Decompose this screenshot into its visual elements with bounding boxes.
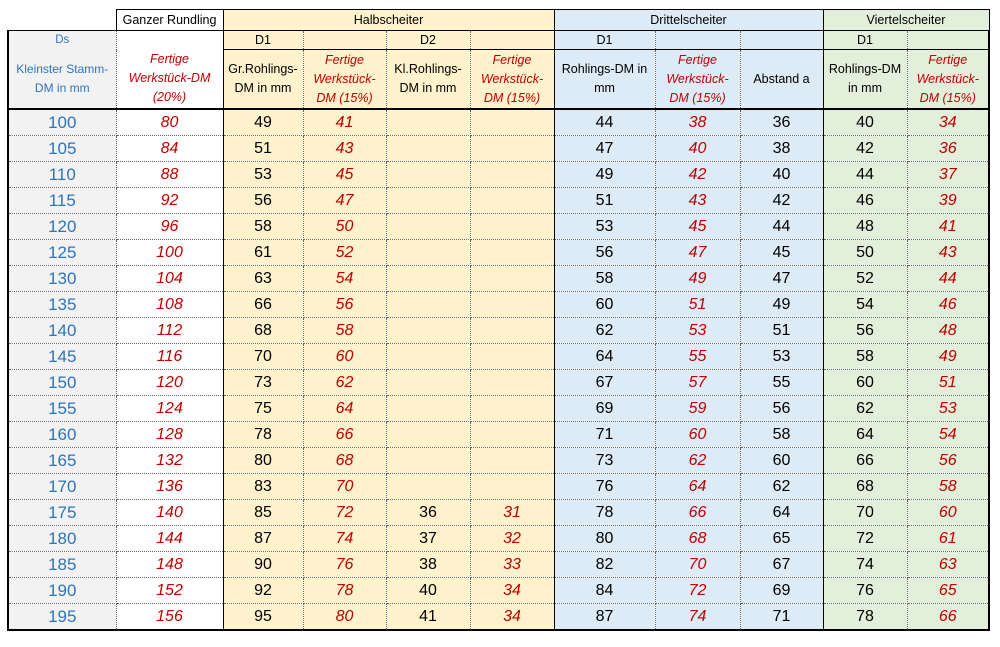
cell-drittel-abstand: 36 xyxy=(740,109,823,136)
cell-drittel-abstand: 49 xyxy=(740,292,823,318)
cell-halb-kl-fertig xyxy=(470,318,554,344)
viertel-d1-label: D1 xyxy=(823,31,907,50)
cell-drittel-roh: 44 xyxy=(554,109,655,136)
cell-viertel-roh: 60 xyxy=(823,370,907,396)
cell-halb-gr-fertig: 68 xyxy=(303,448,386,474)
cell-viertel-roh: 62 xyxy=(823,396,907,422)
cell-drittel-roh: 78 xyxy=(554,500,655,526)
cell-drittel-roh: 67 xyxy=(554,370,655,396)
table-row xyxy=(8,162,989,188)
ds-header: Ds xyxy=(8,31,116,50)
cell-halb-gr-fertig: 62 xyxy=(303,370,386,396)
table-row xyxy=(8,578,989,604)
cell-viertel-roh: 74 xyxy=(823,552,907,578)
cell-halb-gr-fertig: 52 xyxy=(303,240,386,266)
cell-drittel-fertig: 72 xyxy=(655,578,740,604)
cell-viertel-roh: 78 xyxy=(823,604,907,631)
drittel-roh-label: Rohlings-DM in mm xyxy=(554,50,655,110)
cell-halb-gr: 73 xyxy=(223,370,303,396)
group-ganzer-rundling: Ganzer Rundling xyxy=(116,10,223,31)
cell-halb-kl xyxy=(386,109,470,136)
cell-ds: 175 xyxy=(8,500,116,526)
cell-ganzer-fertig: 112 xyxy=(116,318,223,344)
table-row xyxy=(8,318,989,344)
cell-ds: 190 xyxy=(8,578,116,604)
halb-kl-label: Kl.Rohlings-DM in mm xyxy=(386,50,470,110)
cell-halb-gr-fertig: 56 xyxy=(303,292,386,318)
cell-ganzer-fertig: 116 xyxy=(116,344,223,370)
cell-halb-kl xyxy=(386,370,470,396)
cell-halb-gr: 51 xyxy=(223,136,303,162)
saw-table xyxy=(7,9,990,631)
table-row xyxy=(8,552,989,578)
cell-halb-kl: 41 xyxy=(386,604,470,631)
cell-ds: 100 xyxy=(8,109,116,136)
cell-drittel-fertig: 47 xyxy=(655,240,740,266)
cell-viertel-fertig: 44 xyxy=(907,266,989,292)
cell-halb-gr: 63 xyxy=(223,266,303,292)
cell-drittel-abstand: 53 xyxy=(740,344,823,370)
cell-ganzer-fertig: 80 xyxy=(116,109,223,136)
cell-viertel-fertig: 34 xyxy=(907,109,989,136)
cell-drittel-abstand: 51 xyxy=(740,318,823,344)
cell-viertel-fertig: 48 xyxy=(907,318,989,344)
cell-drittel-fertig: 64 xyxy=(655,474,740,500)
cell-halb-gr: 90 xyxy=(223,552,303,578)
cell-halb-gr: 49 xyxy=(223,109,303,136)
cell-halb-kl xyxy=(386,240,470,266)
cell-halb-kl: 38 xyxy=(386,552,470,578)
cell-halb-gr-fertig: 50 xyxy=(303,214,386,240)
cell-drittel-fertig: 51 xyxy=(655,292,740,318)
cell-halb-kl xyxy=(386,162,470,188)
cell-ds: 105 xyxy=(8,136,116,162)
drittel-sub-empty-2 xyxy=(740,31,823,50)
viertel-roh-label: Rohlings-DM in mm xyxy=(823,50,907,110)
cell-drittel-fertig: 53 xyxy=(655,318,740,344)
cell-viertel-fertig: 63 xyxy=(907,552,989,578)
halb-d2-label: D2 xyxy=(386,31,470,50)
cell-viertel-roh: 46 xyxy=(823,188,907,214)
cell-halb-kl-fertig xyxy=(470,344,554,370)
cell-drittel-fertig: 70 xyxy=(655,552,740,578)
cell-halb-kl xyxy=(386,344,470,370)
cell-viertel-roh: 44 xyxy=(823,162,907,188)
cell-drittel-fertig: 55 xyxy=(655,344,740,370)
cell-drittel-fertig: 42 xyxy=(655,162,740,188)
cell-ganzer-fertig: 128 xyxy=(116,422,223,448)
cell-halb-kl xyxy=(386,422,470,448)
halb-gr-fertig-label: Fertige Werkstück-DM (15%) xyxy=(303,50,386,110)
cell-drittel-abstand: 38 xyxy=(740,136,823,162)
table-row xyxy=(8,604,989,631)
cell-halb-gr-fertig: 41 xyxy=(303,109,386,136)
cell-drittel-roh: 69 xyxy=(554,396,655,422)
cell-halb-gr-fertig: 45 xyxy=(303,162,386,188)
cell-viertel-roh: 72 xyxy=(823,526,907,552)
cell-halb-gr-fertig: 58 xyxy=(303,318,386,344)
cell-halb-kl: 40 xyxy=(386,578,470,604)
table-row xyxy=(8,448,989,474)
cell-drittel-fertig: 62 xyxy=(655,448,740,474)
cell-viertel-roh: 52 xyxy=(823,266,907,292)
cell-halb-kl xyxy=(386,292,470,318)
cell-halb-gr: 66 xyxy=(223,292,303,318)
cell-drittel-abstand: 65 xyxy=(740,526,823,552)
halb-gr-label: Gr.Rohlings-DM in mm xyxy=(223,50,303,110)
table-row xyxy=(8,474,989,500)
cell-halb-kl-fertig xyxy=(470,292,554,318)
cell-viertel-fertig: 37 xyxy=(907,162,989,188)
cell-halb-kl xyxy=(386,318,470,344)
cell-halb-kl-fertig: 31 xyxy=(470,500,554,526)
cell-ganzer-fertig: 140 xyxy=(116,500,223,526)
ganzer-sub-empty xyxy=(116,31,223,50)
cell-ds: 170 xyxy=(8,474,116,500)
cell-viertel-roh: 68 xyxy=(823,474,907,500)
cell-ganzer-fertig: 88 xyxy=(116,162,223,188)
cell-halb-kl xyxy=(386,448,470,474)
table-row xyxy=(8,266,989,292)
cell-ganzer-fertig: 84 xyxy=(116,136,223,162)
table-row xyxy=(8,214,989,240)
cell-ds: 125 xyxy=(8,240,116,266)
cell-halb-gr: 80 xyxy=(223,448,303,474)
cell-drittel-fertig: 60 xyxy=(655,422,740,448)
cell-halb-kl-fertig: 33 xyxy=(470,552,554,578)
cell-halb-gr: 85 xyxy=(223,500,303,526)
cell-halb-kl xyxy=(386,188,470,214)
cell-drittel-fertig: 59 xyxy=(655,396,740,422)
cell-ds: 120 xyxy=(8,214,116,240)
ds-label: Kleinster Stamm-DM in mm xyxy=(8,50,116,110)
cell-drittel-abstand: 47 xyxy=(740,266,823,292)
drittel-abstand-label: Abstand a xyxy=(740,50,823,110)
halb-d1-empty xyxy=(303,31,386,50)
cell-halb-kl xyxy=(386,396,470,422)
table-row xyxy=(8,292,989,318)
cell-ds: 160 xyxy=(8,422,116,448)
cell-drittel-abstand: 58 xyxy=(740,422,823,448)
cell-drittel-roh: 58 xyxy=(554,266,655,292)
table-row xyxy=(8,136,989,162)
cell-drittel-abstand: 44 xyxy=(740,214,823,240)
cell-viertel-roh: 66 xyxy=(823,448,907,474)
cell-drittel-roh: 64 xyxy=(554,344,655,370)
halb-d2-empty xyxy=(470,31,554,50)
cell-halb-kl: 37 xyxy=(386,526,470,552)
cell-halb-gr-fertig: 70 xyxy=(303,474,386,500)
cell-viertel-fertig: 54 xyxy=(907,422,989,448)
cell-halb-gr-fertig: 74 xyxy=(303,526,386,552)
cell-halb-kl: 36 xyxy=(386,500,470,526)
cell-halb-kl xyxy=(386,214,470,240)
cell-halb-gr-fertig: 80 xyxy=(303,604,386,631)
cell-viertel-fertig: 49 xyxy=(907,344,989,370)
cell-ds: 150 xyxy=(8,370,116,396)
cell-halb-gr-fertig: 64 xyxy=(303,396,386,422)
cell-ganzer-fertig: 148 xyxy=(116,552,223,578)
cell-ds: 155 xyxy=(8,396,116,422)
cell-halb-gr: 87 xyxy=(223,526,303,552)
table-row xyxy=(8,422,989,448)
cell-viertel-roh: 54 xyxy=(823,292,907,318)
cell-ganzer-fertig: 96 xyxy=(116,214,223,240)
cell-viertel-fertig: 53 xyxy=(907,396,989,422)
cell-viertel-fertig: 65 xyxy=(907,578,989,604)
cell-drittel-abstand: 67 xyxy=(740,552,823,578)
cell-ganzer-fertig: 144 xyxy=(116,526,223,552)
cell-ds: 180 xyxy=(8,526,116,552)
cell-drittel-roh: 80 xyxy=(554,526,655,552)
cell-halb-kl-fertig xyxy=(470,188,554,214)
cell-halb-gr: 78 xyxy=(223,422,303,448)
cell-viertel-fertig: 56 xyxy=(907,448,989,474)
cell-viertel-roh: 40 xyxy=(823,109,907,136)
cell-drittel-fertig: 38 xyxy=(655,109,740,136)
cell-drittel-roh: 49 xyxy=(554,162,655,188)
cell-viertel-fertig: 36 xyxy=(907,136,989,162)
cell-drittel-roh: 47 xyxy=(554,136,655,162)
cell-drittel-fertig: 57 xyxy=(655,370,740,396)
cell-ds: 140 xyxy=(8,318,116,344)
cell-drittel-abstand: 56 xyxy=(740,396,823,422)
cell-ganzer-fertig: 152 xyxy=(116,578,223,604)
cell-halb-gr: 70 xyxy=(223,344,303,370)
cell-ganzer-fertig: 136 xyxy=(116,474,223,500)
group-halbscheiter: Halbscheiter xyxy=(223,10,554,31)
cell-halb-gr-fertig: 66 xyxy=(303,422,386,448)
cell-ds: 185 xyxy=(8,552,116,578)
viertel-fertig-label: Fertige Werkstück-DM (15%) xyxy=(907,50,989,110)
cell-ganzer-fertig: 108 xyxy=(116,292,223,318)
table-body xyxy=(8,109,989,630)
cell-halb-gr-fertig: 60 xyxy=(303,344,386,370)
cell-ganzer-fertig: 104 xyxy=(116,266,223,292)
halb-kl-fertig-label: Fertige Werkstück-DM (15%) xyxy=(470,50,554,110)
cell-drittel-roh: 62 xyxy=(554,318,655,344)
cell-drittel-abstand: 55 xyxy=(740,370,823,396)
cell-halb-gr-fertig: 47 xyxy=(303,188,386,214)
cell-halb-kl-fertig xyxy=(470,109,554,136)
cell-halb-gr: 68 xyxy=(223,318,303,344)
cell-halb-gr: 95 xyxy=(223,604,303,631)
cell-ds: 130 xyxy=(8,266,116,292)
cell-drittel-roh: 53 xyxy=(554,214,655,240)
cell-drittel-roh: 51 xyxy=(554,188,655,214)
cell-halb-gr-fertig: 76 xyxy=(303,552,386,578)
cell-halb-gr: 92 xyxy=(223,578,303,604)
drittel-d1-label: D1 xyxy=(554,31,655,50)
cell-halb-kl xyxy=(386,266,470,292)
cell-viertel-fertig: 39 xyxy=(907,188,989,214)
cell-drittel-fertig: 68 xyxy=(655,526,740,552)
cell-viertel-fertig: 60 xyxy=(907,500,989,526)
ganzer-fertig-label: Fertige Werkstück-DM (20%) xyxy=(116,50,223,110)
cell-drittel-roh: 73 xyxy=(554,448,655,474)
cell-ganzer-fertig: 132 xyxy=(116,448,223,474)
cell-halb-kl-fertig xyxy=(470,396,554,422)
cell-halb-gr: 61 xyxy=(223,240,303,266)
group-drittelscheiter: Drittelscheiter xyxy=(554,10,823,31)
cell-viertel-roh: 48 xyxy=(823,214,907,240)
cell-ds: 110 xyxy=(8,162,116,188)
cell-halb-gr-fertig: 54 xyxy=(303,266,386,292)
cell-halb-gr-fertig: 72 xyxy=(303,500,386,526)
cell-drittel-fertig: 66 xyxy=(655,500,740,526)
cell-halb-kl-fertig xyxy=(470,370,554,396)
cell-halb-kl-fertig xyxy=(470,214,554,240)
cell-ds: 195 xyxy=(8,604,116,631)
group-viertelscheiter: Viertelscheiter xyxy=(823,10,989,31)
cell-halb-kl xyxy=(386,474,470,500)
viertel-sub-empty xyxy=(907,31,989,50)
table-row xyxy=(8,396,989,422)
cell-ganzer-fertig: 100 xyxy=(116,240,223,266)
cell-drittel-roh: 60 xyxy=(554,292,655,318)
cell-halb-kl-fertig xyxy=(470,474,554,500)
cell-drittel-roh: 87 xyxy=(554,604,655,631)
cell-halb-kl-fertig xyxy=(470,266,554,292)
cell-halb-kl-fertig: 34 xyxy=(470,604,554,631)
cell-drittel-fertig: 43 xyxy=(655,188,740,214)
cell-drittel-abstand: 45 xyxy=(740,240,823,266)
cell-ds: 115 xyxy=(8,188,116,214)
cell-ds: 145 xyxy=(8,344,116,370)
cell-drittel-fertig: 74 xyxy=(655,604,740,631)
cell-halb-kl-fertig: 34 xyxy=(470,578,554,604)
corner-empty xyxy=(8,10,116,31)
cell-viertel-roh: 50 xyxy=(823,240,907,266)
cell-viertel-roh: 42 xyxy=(823,136,907,162)
cell-halb-kl-fertig xyxy=(470,448,554,474)
cell-drittel-roh: 56 xyxy=(554,240,655,266)
cell-halb-kl-fertig xyxy=(470,240,554,266)
cell-drittel-roh: 76 xyxy=(554,474,655,500)
cell-drittel-abstand: 71 xyxy=(740,604,823,631)
cell-drittel-roh: 84 xyxy=(554,578,655,604)
table-row xyxy=(8,370,989,396)
cell-drittel-roh: 71 xyxy=(554,422,655,448)
cell-ganzer-fertig: 124 xyxy=(116,396,223,422)
cell-viertel-roh: 64 xyxy=(823,422,907,448)
table-row xyxy=(8,526,989,552)
cell-halb-kl-fertig xyxy=(470,136,554,162)
cell-viertel-fertig: 61 xyxy=(907,526,989,552)
cell-ds: 165 xyxy=(8,448,116,474)
cell-halb-gr-fertig: 43 xyxy=(303,136,386,162)
cell-viertel-roh: 76 xyxy=(823,578,907,604)
cell-halb-gr-fertig: 78 xyxy=(303,578,386,604)
cell-drittel-abstand: 42 xyxy=(740,188,823,214)
cell-viertel-fertig: 43 xyxy=(907,240,989,266)
cell-halb-gr: 58 xyxy=(223,214,303,240)
cell-drittel-roh: 82 xyxy=(554,552,655,578)
cell-halb-gr: 75 xyxy=(223,396,303,422)
cell-viertel-roh: 70 xyxy=(823,500,907,526)
cell-viertel-roh: 58 xyxy=(823,344,907,370)
table-row xyxy=(8,344,989,370)
table-row xyxy=(8,109,989,136)
cell-halb-gr: 83 xyxy=(223,474,303,500)
cell-ganzer-fertig: 156 xyxy=(116,604,223,631)
table-container xyxy=(7,9,990,631)
cell-drittel-abstand: 62 xyxy=(740,474,823,500)
cell-drittel-abstand: 40 xyxy=(740,162,823,188)
cell-halb-gr: 56 xyxy=(223,188,303,214)
cell-drittel-abstand: 69 xyxy=(740,578,823,604)
cell-halb-gr: 53 xyxy=(223,162,303,188)
cell-halb-kl-fertig xyxy=(470,162,554,188)
drittel-fertig-label: Fertige Werkstück-DM (15%) xyxy=(655,50,740,110)
cell-drittel-fertig: 40 xyxy=(655,136,740,162)
cell-viertel-roh: 56 xyxy=(823,318,907,344)
cell-viertel-fertig: 51 xyxy=(907,370,989,396)
drittel-sub-empty-1 xyxy=(655,31,740,50)
cell-ganzer-fertig: 120 xyxy=(116,370,223,396)
cell-drittel-abstand: 60 xyxy=(740,448,823,474)
cell-viertel-fertig: 41 xyxy=(907,214,989,240)
cell-drittel-abstand: 64 xyxy=(740,500,823,526)
cell-viertel-fertig: 58 xyxy=(907,474,989,500)
table-row xyxy=(8,188,989,214)
cell-drittel-fertig: 45 xyxy=(655,214,740,240)
table-row xyxy=(8,500,989,526)
cell-ganzer-fertig: 92 xyxy=(116,188,223,214)
cell-ds: 135 xyxy=(8,292,116,318)
cell-halb-kl-fertig: 32 xyxy=(470,526,554,552)
table-row xyxy=(8,240,989,266)
cell-drittel-fertig: 49 xyxy=(655,266,740,292)
halb-d1-label: D1 xyxy=(223,31,303,50)
cell-viertel-fertig: 66 xyxy=(907,604,989,631)
cell-halb-kl xyxy=(386,136,470,162)
cell-viertel-fertig: 46 xyxy=(907,292,989,318)
cell-halb-kl-fertig xyxy=(470,422,554,448)
